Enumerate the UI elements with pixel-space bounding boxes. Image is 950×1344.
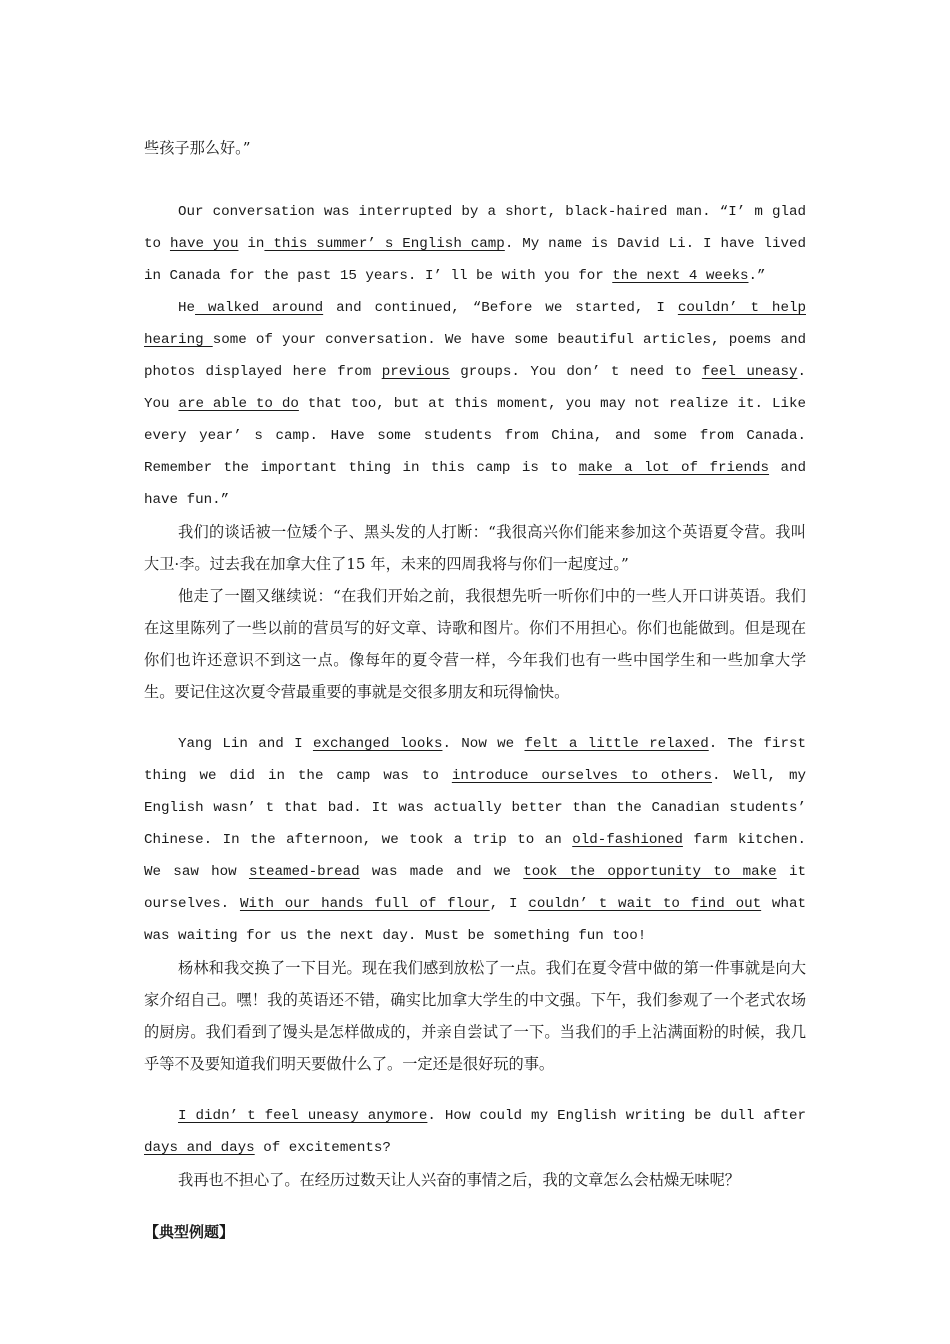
text-span: , I [489, 896, 529, 912]
underlined-phrase: old-fashioned [572, 832, 683, 848]
chinese-continuation: 些孩子那么好。” [144, 139, 251, 157]
underlined-phrase: I didn’ t feel uneasy anymore [178, 1108, 428, 1124]
underlined-phrase: introduce ourselves to others [451, 768, 713, 784]
text-span: . My name is David Li. I have lived in Canada for the past 15 years. I’ ll be with you for [144, 236, 806, 284]
section-heading-typical-examples: 【典型例题】 [144, 1223, 235, 1241]
text-span: . Now we [442, 736, 525, 752]
text-span: . The first thing we did in the camp was to [144, 736, 806, 784]
text-span: groups. You don’ t need to [449, 364, 702, 380]
text-span: in [238, 236, 265, 252]
underlined-phrase: feel uneasy [701, 364, 798, 380]
text-span: Our conversation was interrupted by a short, black-haired man. “I’ m glad to [144, 204, 806, 252]
underlined-phrase: With our hands full of flour [239, 896, 490, 912]
text-span: it ourselves. [144, 864, 807, 912]
text-span: and continued, “Before we started, I [323, 300, 678, 316]
underlined-phrase: are able to do [178, 396, 299, 412]
english-paragraph-2 [144, 292, 806, 516]
text-span: of excitements? [254, 1140, 391, 1156]
underlined-phrase: walked around [195, 300, 324, 316]
text-span: . How could my English writing be dull after [427, 1108, 806, 1124]
underlined-phrase: days and days [144, 1140, 255, 1156]
text-span: that too, but at this moment, you may not realize it. Like every year’ s camp. Have some students from China, and some from Canada. Remember the important thing in this camp is to [144, 396, 806, 476]
document-page [144, 132, 806, 1248]
text-span: farm kitchen. We saw how [144, 832, 806, 880]
text-span: . You [144, 364, 806, 412]
underlined-phrase: felt a little relaxed [524, 736, 709, 752]
english-paragraph-4 [144, 1100, 806, 1164]
chinese-translation-4: 我再也不担心了。在经历过数天让人兴奋的事情之后，我的文章怎么会枯燥无味呢？ [178, 1171, 740, 1189]
text-span: .” [748, 268, 766, 284]
text-span: He [178, 300, 196, 316]
underlined-phrase: previous [381, 364, 450, 380]
text-span: Yang Lin and I [178, 736, 313, 752]
chinese-translation-1: 我们的谈话被一位矮个子、黑头发的人打断：“我很高兴你们能来参加这个英语夏令营。我叫大卫·李。过去我在加拿大住了15 年，未来的四周我将与你们一起度过。” [144, 523, 806, 573]
underlined-phrase: have you [169, 236, 239, 252]
english-paragraph-3 [144, 728, 806, 952]
underlined-phrase: this summer’ s English camp [264, 236, 505, 252]
english-paragraph-1 [144, 196, 806, 292]
chinese-translation-2: 他走了一圈又继续说：“在我们开始之前，我很想先听一听你们中的一些人开口讲英语。我们在这里陈列了一些以前的营员写的好文章、诗歌和图片。你们不用担心。你们也能做到。但是现在你们也许还意识不到这一点。像每年的夏令营一样，今年我们也有一些中国学生和一些加拿大学生。要记住这次夏令营最重要的事就是交很多朋友和玩得愉快。 [144, 587, 806, 701]
text-span: what was waiting for us the next day. Must be something fun too! [144, 896, 806, 944]
underlined-phrase: took the opportunity to make [523, 864, 777, 880]
text-span: was made and we [359, 864, 524, 880]
text-span: . Well, my English wasn’ t that bad. It was actually better than the Canadian students’ Chinese. In the afternoon, we took a trip to an [144, 768, 807, 848]
text-span: some of your conversation. We have some beautiful articles, poems and photos displayed here from [144, 332, 806, 380]
underlined-phrase: couldn’ t help hearing [144, 300, 806, 348]
underlined-phrase: the next 4 weeks [612, 268, 749, 284]
text-span: and have fun.” [144, 460, 806, 508]
underlined-phrase: exchanged looks [312, 736, 443, 752]
underlined-phrase: couldn’ t wait to find out [528, 896, 762, 912]
underlined-phrase: make a lot of friends [578, 460, 770, 476]
chinese-translation-3: 杨林和我交换了一下目光。现在我们感到放松了一点。我们在夏令营中做的第一件事就是向大家介绍自己。嘿！我的英语还不错，确实比加拿大学生的中文强。下午，我们参观了一个老式农场的厨房。我们看到了馒头是怎样做成的，并亲自尝试了一下。当我们的手上沾满面粉的时候，我几乎等不及要知道我们明天要做什么了。一定还是很好玩的事。 [144, 959, 806, 1073]
underlined-phrase: steamed-bread [248, 864, 360, 880]
